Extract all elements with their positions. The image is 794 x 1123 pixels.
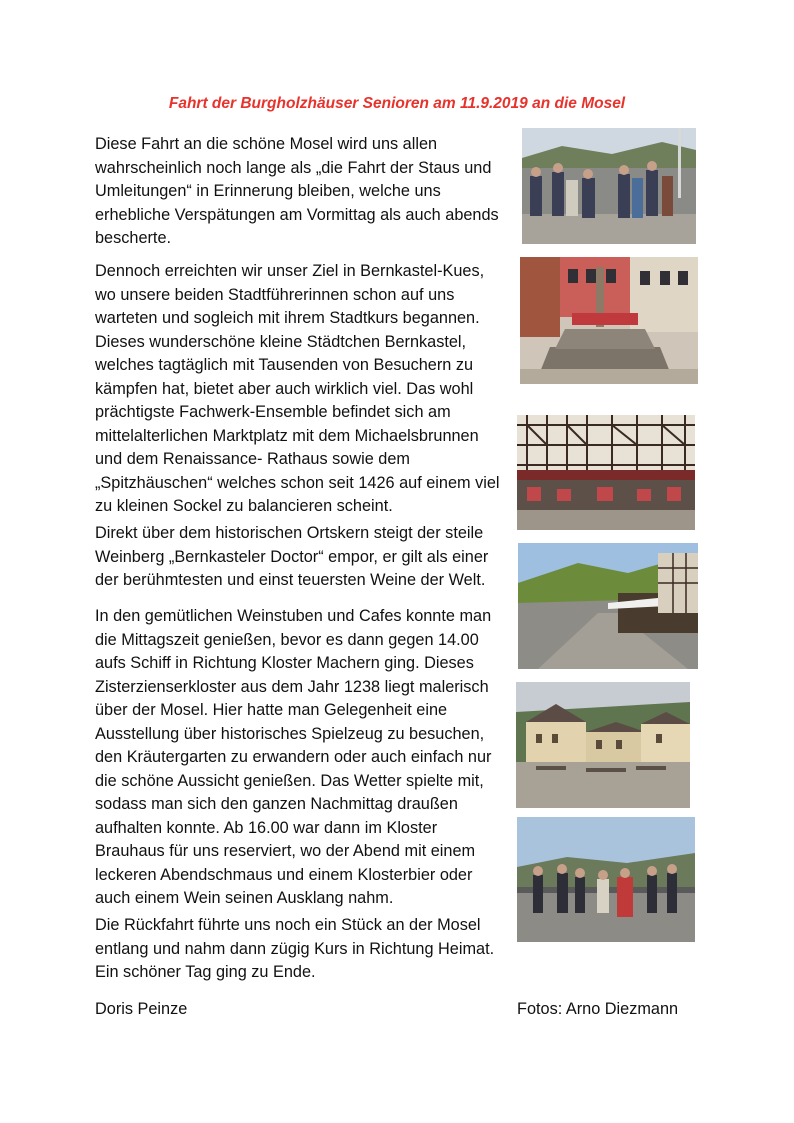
text-line: aufs Schiff in Richtung Kloster Machern ging. Dieses (95, 654, 474, 672)
photo-credit: Fotos: Arno Diezmann (517, 1000, 679, 1018)
text-line: Brauhaus für uns reserviert, wo der Abend mit einem (95, 842, 476, 860)
text-line: entlang und nahm dann zügig Kurs in Richtung Heimat. (95, 939, 495, 958)
text-line: sodass man sich den ganzen Nachmittag draußen (95, 795, 458, 813)
text-line: welches tagtäglich mit Tausenden von Besuchern zu (95, 356, 474, 374)
text-line: „Spitzhäuschen“ welches schon seit 1426 auf einem viel (95, 473, 500, 492)
paragraph-2 (95, 260, 525, 519)
text-line: Dieses wunderschöne kleine Städtchen Bernkastel, (95, 332, 467, 351)
text-line: Zisterzienserkloster aus dem Jahr 1238 liegt malerisch (95, 677, 489, 696)
text-line: und dem Renaissance- Rathaus sowie dem (95, 450, 410, 468)
text-line: der berühmtesten und einst teuersten Weine der Welt. (95, 571, 486, 589)
text-line: über der Mosel. Hier hatte man Gelegenheit eine (95, 701, 448, 719)
text-line: erhebliche Verspätungen am Vormittag als auch abends (95, 205, 499, 224)
text-line: mittelalterlichen Marktplatz mit dem Michaelsbrunnen (95, 426, 479, 445)
text-line: wo unsere beiden Stadtführerinnen schon auf uns (95, 285, 455, 304)
photo-market-fountain (520, 257, 698, 384)
photo-monastery (516, 682, 690, 808)
text-line: zu kleinen Sockel zu balancieren scheint. (95, 497, 393, 515)
text-line: Direkt über dem historischen Ortskern steigt der steile (95, 524, 484, 542)
paragraph-1 (95, 133, 525, 251)
author-signature: Doris Peinze (95, 1000, 188, 1018)
text-line: Umleitungen“ in Erinnerung bleiben, welche uns (95, 182, 441, 200)
text-line: die schöne Aussicht genießen. Das Wetter spielte mit, (95, 771, 484, 790)
text-line: bescherte. (95, 229, 172, 247)
text-line: den Kräutergarten zu erwandern oder auch einfach nur (95, 748, 492, 766)
text-line: Ein schöner Tag ging zu Ende. (95, 963, 316, 981)
text-line: leckeren Abendschmaus und einem Klosterbier oder (95, 865, 473, 884)
text-line: prächtigste Fachwerk-Ensemble befindet sich am (95, 403, 451, 421)
text-line: kämpfen hat, bietet aber auch wirklich viel. Das wohl (95, 379, 474, 398)
text-line: warteten und sogleich mit ihrem Stadtkurs begannen. (95, 309, 480, 327)
photo-group-harbour (517, 817, 695, 942)
text-line: Dennoch erreichten wir unser Ziel in Bernkastel-Kues, (95, 262, 485, 280)
text-line: auch einem Wein seinen Ausklang nahm. (95, 889, 394, 907)
photo-street-vineyard (518, 543, 698, 669)
paragraph-5 (95, 914, 525, 985)
paragraph-4 (95, 605, 525, 911)
paragraph-3 (95, 522, 525, 593)
text-line: die Mittagszeit genießen, bevor es dann gegen 14.00 (95, 630, 479, 649)
text-line: Ausstellung über historisches Spielzeug zu besuchen, (95, 724, 485, 743)
text-line: aufhalten konnte. Ab 16.00 war dann im Kloster (95, 818, 438, 837)
text-line: In den gemütlichen Weinstuben und Cafes konnte man (95, 607, 492, 625)
text-line: Weinberg „Bernkasteler Doctor“ empor, er gilt als einer (95, 547, 489, 566)
text-line: Die Rückfahrt führte uns noch ein Stück an der Mosel (95, 916, 481, 934)
photo-half-timbered (517, 415, 695, 530)
text-line: Diese Fahrt an die schöne Mosel wird uns allen (95, 135, 438, 153)
photo-group-promenade (522, 128, 696, 244)
text-line: wahrscheinlich noch lange als „die Fahrt der Staus und (95, 158, 492, 177)
article-title: Fahrt der Burgholzhäuser Senioren am 11.9.2019 an die Mosel (168, 95, 626, 112)
